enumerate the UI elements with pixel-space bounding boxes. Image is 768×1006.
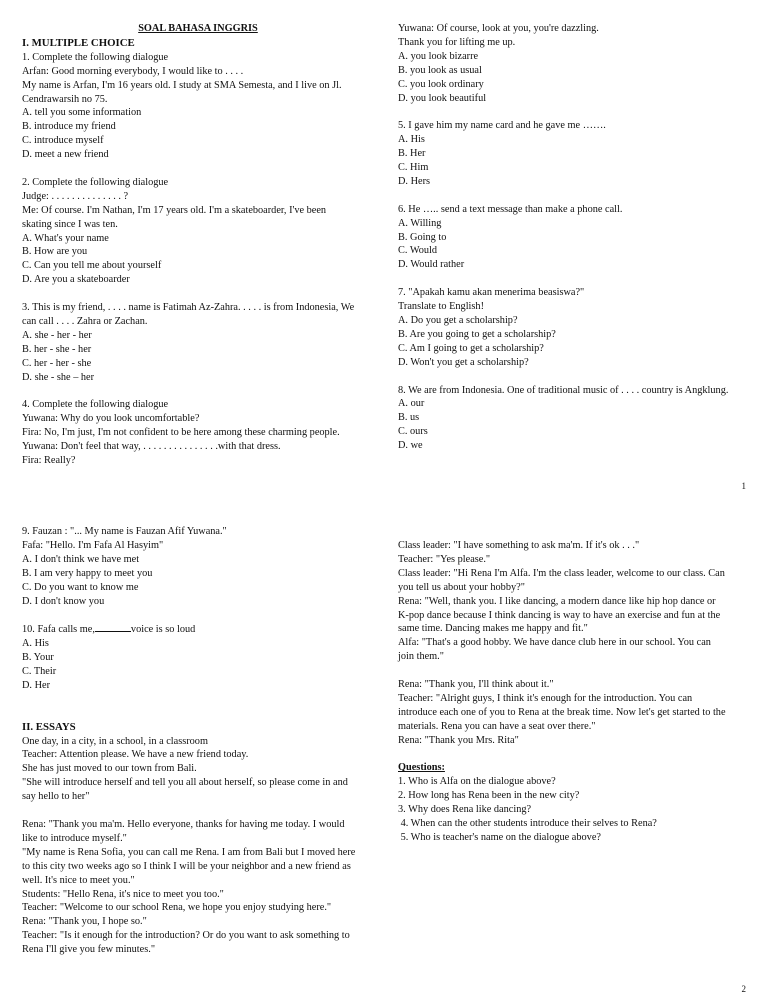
answer-option: A. Willing bbox=[398, 217, 442, 229]
answer-option: D. Would rather bbox=[398, 259, 465, 271]
answer-option: D. Are you a skateboarder bbox=[22, 274, 130, 286]
question-4 bbox=[22, 398, 374, 468]
spacer bbox=[22, 162, 374, 176]
essay-question: 1. Who is Alfa on the dialogue above? bbox=[398, 776, 556, 788]
essay-line: to this city two weeks ago so I think I will be your neighbor and a new friend as bbox=[22, 860, 351, 872]
answer-option: D. Hers bbox=[398, 175, 431, 187]
essay-line: Teacher: "Alright guys, I think it's enough for the introduction. You can bbox=[398, 692, 693, 704]
answer-option: B. Are you going to get a scholarship? bbox=[398, 328, 556, 340]
question-line: Judge: . . . . . . . . . . . . . . ? bbox=[22, 190, 129, 202]
answer-option: B. us bbox=[398, 412, 420, 424]
answer-option: C. you look ordinary bbox=[398, 78, 484, 90]
answer-option: D. you look beautiful bbox=[398, 92, 487, 104]
section-heading-multiple-choice: I. MULTIPLE CHOICE bbox=[22, 36, 135, 49]
answer-option: A. tell you some information bbox=[22, 107, 142, 119]
page-1-right-column bbox=[398, 22, 748, 453]
section-heading-essays: II. ESSAYS bbox=[22, 720, 76, 733]
essay-line: you tell us about your hobby?" bbox=[398, 581, 525, 593]
answer-option: D. Won't you get a scholarship? bbox=[398, 356, 529, 368]
answer-option: A. What's your name bbox=[22, 232, 109, 244]
question-line: 9. Fauzan : "... My name is Fauzan Afif Yuwana." bbox=[22, 526, 227, 537]
essay-line: Rena I'll give you few minutes." bbox=[22, 944, 156, 956]
question-1 bbox=[22, 51, 374, 162]
question-stem: 2. Complete the following dialogue bbox=[22, 176, 169, 188]
questions-heading: Questions: bbox=[398, 762, 445, 774]
question-5 bbox=[398, 119, 748, 189]
answer-option: C. Am I going to get a scholarship? bbox=[398, 342, 544, 354]
answer-option: C. Can you tell me about yourself bbox=[22, 260, 162, 272]
answer-option: D. meet a new friend bbox=[22, 149, 109, 161]
page-2 bbox=[0, 503, 768, 1006]
answer-option: A. His bbox=[398, 134, 425, 146]
question-9 bbox=[22, 525, 374, 608]
page-2-left-column bbox=[22, 525, 374, 957]
essay-line: Rena: "Thank you ma'm. Hello everyone, thanks for having me today. I would bbox=[22, 818, 345, 830]
answer-option: B. Her bbox=[398, 148, 426, 160]
page-number: 2 bbox=[741, 984, 746, 994]
question-line: skating since I was ten. bbox=[22, 218, 118, 230]
page-2-right-column bbox=[398, 539, 748, 845]
answer-option: D. we bbox=[398, 440, 423, 452]
question-line: Translate to English! bbox=[398, 301, 484, 313]
essay-line: Teacher: Attention please. We have a new friend today. bbox=[22, 749, 249, 761]
page-number: 1 bbox=[741, 481, 746, 491]
essay-line: introduce each one of you to Rena at the break time. Now let's get started to the bbox=[398, 706, 726, 718]
question-line: Yuwana: Don't feel that way, . . . . . . . . . . . . . . .with that dress. bbox=[22, 441, 281, 453]
essay-line: same time. Dancing makes me happy and fit." bbox=[398, 623, 588, 635]
essay-line: say hello to her" bbox=[22, 791, 90, 803]
essay-question: 2. How long has Rena been in the new city? bbox=[398, 790, 580, 802]
document-title: SOAL BAHASA INGGRIS bbox=[138, 23, 258, 34]
question-6 bbox=[398, 203, 748, 273]
spacer bbox=[398, 748, 748, 762]
essay-line: Rena: "Thank you, I'll think about it." bbox=[398, 679, 554, 691]
essay-line: Rena: "Thank you Mrs. Rita" bbox=[398, 734, 519, 746]
spacer bbox=[22, 287, 374, 301]
essay-question: 4. When can the other students introduce their selves to Rena? bbox=[398, 818, 657, 830]
question-line: Thank you for lifting me up. bbox=[398, 36, 516, 48]
essay-line: Class leader: "I have something to ask ma'm. If it's ok . . ." bbox=[398, 540, 640, 551]
answer-option: C. Him bbox=[398, 162, 429, 174]
question-line: Me: Of course. I'm Nathan, I'm 17 years old. I'm a skateboarder, I've been bbox=[22, 204, 327, 216]
answer-option: A. Do you get a scholarship? bbox=[398, 314, 518, 326]
question-10 bbox=[22, 622, 374, 693]
answer-option: A. our bbox=[398, 398, 425, 410]
essay-line: join them." bbox=[398, 651, 444, 663]
essay-line: materials. Rena you can have a seat over there." bbox=[398, 720, 596, 732]
essay-line: Teacher: "Is it enough for the introduction? Or do you want to ask something to bbox=[22, 930, 350, 942]
answer-option: A. I don't think we have met bbox=[22, 553, 140, 565]
question-stem: 4. Complete the following dialogue bbox=[22, 399, 169, 411]
spacer bbox=[398, 370, 748, 384]
answer-option: B. Your bbox=[22, 652, 54, 664]
question-line: Yuwana: Of course, look at you, you're dazzling. bbox=[398, 23, 599, 34]
question-stem: 1. Complete the following dialogue bbox=[22, 51, 169, 63]
answer-option: A. she - her - her bbox=[22, 329, 92, 341]
answer-option: C. her - her - she bbox=[22, 357, 92, 369]
question-8 bbox=[398, 384, 748, 454]
question-7 bbox=[398, 286, 748, 369]
spacer bbox=[22, 707, 374, 721]
essay-question: 3. Why does Rena like dancing? bbox=[398, 804, 532, 816]
answer-option: A. His bbox=[22, 638, 49, 650]
question-line: can call . . . . Zahra or Zachan. bbox=[22, 316, 148, 327]
answer-option: A. you look bizarre bbox=[398, 50, 479, 62]
answer-option: B. introduce my friend bbox=[22, 121, 116, 133]
answer-option: C. ours bbox=[398, 426, 428, 438]
essay-line: Rena: "Thank you, I hope so." bbox=[22, 916, 147, 928]
question-line: Arfan: Good morning everybody, I would like to . . . . bbox=[22, 65, 244, 77]
essay-line: "My name is Rena Sofia, you can call me Rena. I am from Bali but I moved here bbox=[22, 846, 356, 858]
question-stem: 6. He ….. send a text message than make a phone call. bbox=[398, 203, 623, 215]
question-3 bbox=[22, 301, 374, 384]
answer-option: B. Going to bbox=[398, 231, 447, 243]
essay-line: Teacher: "Welcome to our school Rena, we hope you enjoy studying here." bbox=[22, 902, 332, 914]
answer-option: B. her - she - her bbox=[22, 343, 92, 355]
question-2 bbox=[22, 176, 374, 287]
spacer bbox=[22, 385, 374, 399]
essay-line: like to introduce myself." bbox=[22, 832, 127, 844]
question-line: 3. This is my friend, . . . . name is Fatimah Az-Zahra. . . . . is from Indonesia, We bbox=[22, 302, 355, 314]
question-stem-end: voice is so loud bbox=[130, 624, 196, 636]
answer-option: C. Would bbox=[398, 245, 438, 257]
essay-dialogue-left bbox=[22, 735, 374, 957]
spacer bbox=[398, 189, 748, 203]
answer-option: B. you look as usual bbox=[398, 64, 482, 76]
essay-questions bbox=[398, 775, 748, 845]
essay-line: Alfa: "That's a good hobby. We have dance club here in our school. You can bbox=[398, 637, 711, 649]
question-line: Fafa: "Hello. I'm Fafa Al Hasyim" bbox=[22, 539, 164, 551]
question-stem-start: 10. Fafa calls me, bbox=[22, 624, 95, 636]
answer-option: C. introduce myself bbox=[22, 135, 104, 147]
fill-in-blank bbox=[95, 622, 131, 632]
essay-line: well. It's nice to meet you." bbox=[22, 874, 135, 886]
essay-line bbox=[22, 804, 374, 818]
essay-line: Teacher: "Yes please." bbox=[398, 553, 491, 565]
spacer bbox=[22, 608, 374, 622]
essay-line bbox=[398, 664, 748, 678]
question-4-continued bbox=[398, 22, 748, 105]
essay-line: One day, in a city, in a school, in a classroom bbox=[22, 735, 208, 747]
answer-option: C. Their bbox=[22, 666, 57, 678]
question-line: Cendrawarsih no 75. bbox=[22, 93, 108, 105]
answer-option: B. I am very happy to meet you bbox=[22, 567, 153, 579]
question-stem bbox=[22, 622, 374, 637]
essay-line: K-pop dance because I think dancing is way to have an exercise and fun at the bbox=[398, 609, 721, 621]
essay-line: Rena: "Well, thank you. I like dancing, a modern dance like hip hop dance or bbox=[398, 595, 716, 607]
essay-line: "She will introduce herself and tell you all about herself, so please come in and bbox=[22, 777, 348, 789]
question-line: My name is Arfan, I'm 16 years old. I study at SMA Semesta, and I live on Jl. bbox=[22, 79, 342, 91]
question-line: Fira: No, I'm just, I'm not confident to be here among these charming people. bbox=[22, 427, 340, 439]
essay-dialogue-right bbox=[398, 539, 748, 748]
question-stem: 7. "Apakah kamu akan menerima beasiswa?" bbox=[398, 287, 585, 299]
answer-option: C. Do you want to know me bbox=[22, 581, 139, 593]
question-stem: 8. We are from Indonesia. One of traditional music of . . . . country is Angklung. bbox=[398, 384, 729, 396]
spacer bbox=[398, 272, 748, 286]
essay-question: 5. Who is teacher's name on the dialogue above? bbox=[398, 832, 601, 843]
essay-line: Class leader: "Hi Rena I'm Alfa. I'm the class leader, welcome to our class. Can bbox=[398, 567, 725, 579]
answer-option: D. I don't know you bbox=[22, 595, 105, 607]
question-stem: 5. I gave him my name card and he gave me ……. bbox=[398, 120, 606, 132]
essay-line: She has just moved to our town from Bali. bbox=[22, 763, 197, 775]
question-line: Fira: Really? bbox=[22, 455, 76, 467]
spacer bbox=[22, 693, 374, 707]
answer-option: D. Her bbox=[22, 679, 51, 691]
answer-option: D. she - she – her bbox=[22, 371, 95, 383]
question-line: Yuwana: Why do you look uncomfortable? bbox=[22, 413, 200, 425]
answer-option: B. How are you bbox=[22, 246, 88, 258]
page-1-left-column bbox=[22, 22, 374, 468]
spacer bbox=[398, 105, 748, 119]
essay-line: Students: "Hello Rena, it's nice to meet you too." bbox=[22, 888, 224, 900]
